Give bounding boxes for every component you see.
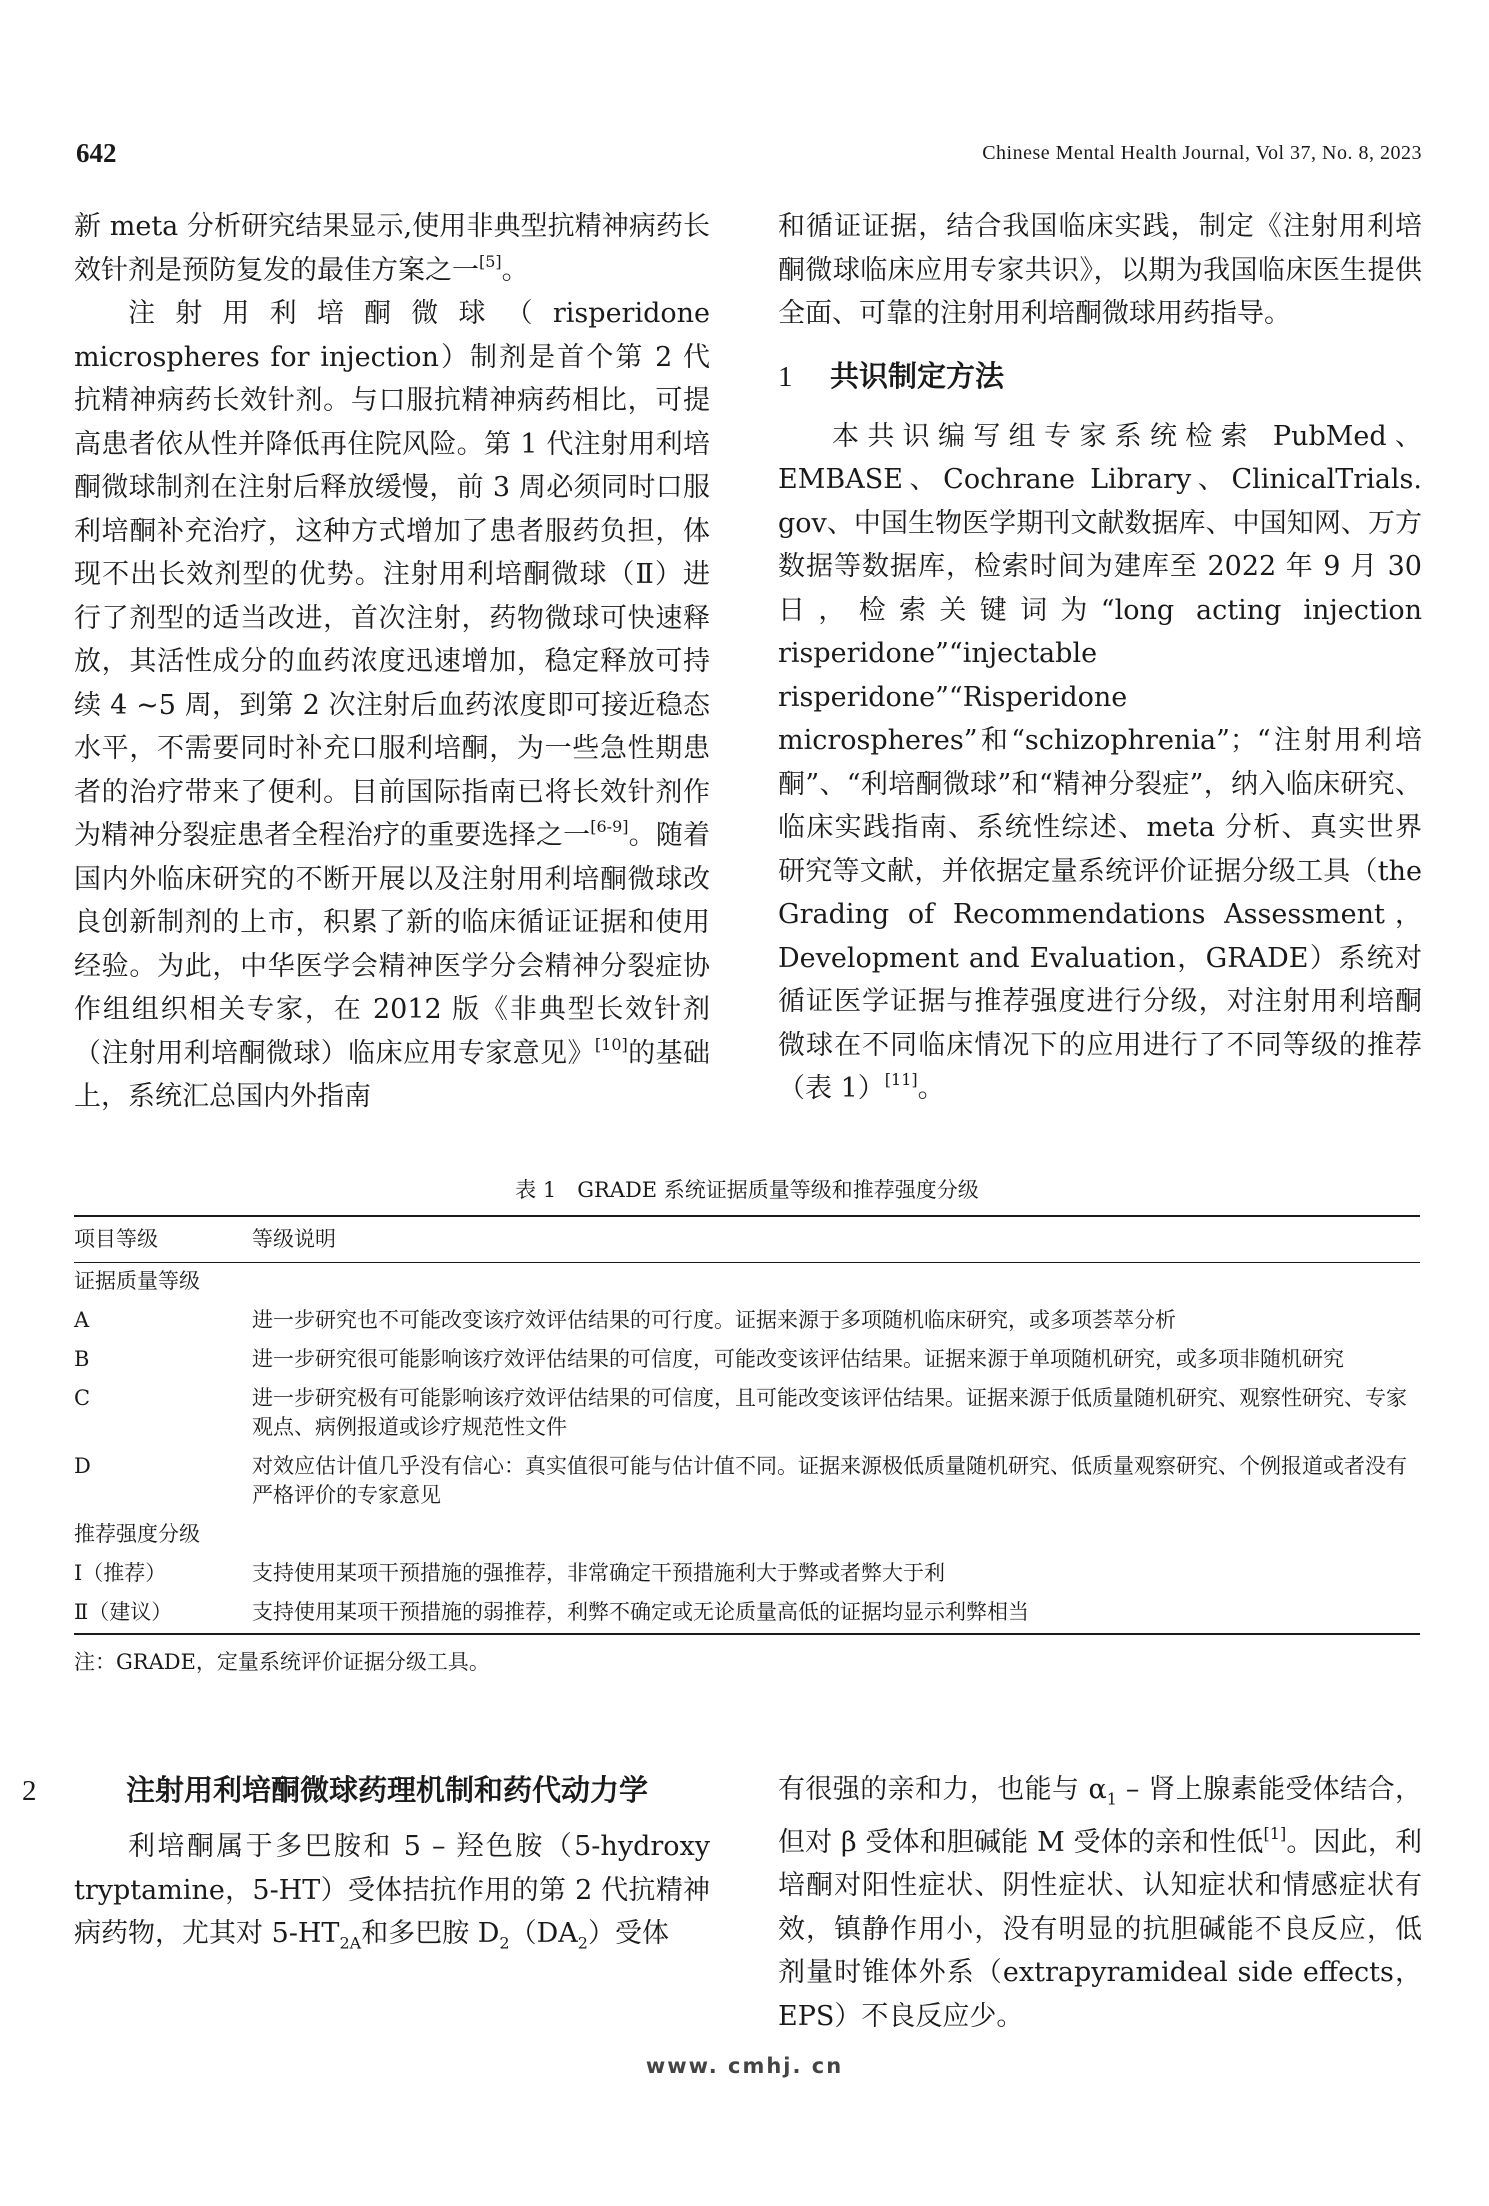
table-header: 项目等级: [74, 1227, 158, 1251]
paragraph-methods: 本共识编写组专家系统检索 PubMed、EMBASE、Cochrane Library、ClinicalTrials. gov、中国生物医学期刊文献数据库、中国知网、万方数据等数据库，检索时间为建库至 2022 年 9 月 30 日，检索关键词为“long acting injection risperidone”“injectable risperidone”“Risperidone microspheres”和“schizophrenia”；“注射用利培酮”、“利培酮微球”和“精神分裂症”，纳入临床研究、临床实践指南、系统性综述、meta 分析、真实世界研究等文献，并依据定量系统评价证据分级工具（the Grading of Recommendations Assessment，Development and Evaluation，GRADE）系统对循证医学证据与推荐强度进行分级，对注射用利培酮微球在不同临床情况下的应用进行了不同等级的推荐（表 1）[11]。: [778, 420, 1422, 1104]
left-column-bottom: [22, 1768, 710, 1965]
table-header: 等级说明: [252, 1227, 336, 1251]
citation[interactable]: [5]: [479, 251, 502, 271]
section-heading: 1 共识制定方法: [778, 358, 1005, 393]
table-row: Ⅰ（推荐） 支持使用某项干预措施的强推荐，非常确定干预措施利大于弊或者弊大于利: [74, 1561, 945, 1585]
table-row: C 进一步研究极有可能影响该疗效评估结果的可信度，且可能改变该评估结果。证据来源于低质量随机研究、观察性研究、专家观点、病例报道或诊疗规范性文件: [74, 1386, 1407, 1439]
right-column-top: [778, 205, 1422, 1111]
left-column-top: [74, 205, 710, 1119]
paragraph-introduction: 注射用利培酮微球（risperidone microspheres for injection）制剂是首个第 2 代抗精神病药长效针剂。与口服抗精神病药相比，可提高患者依从性并降低再住院风险。第 1 代注射用利培酮微球制剂在注射后释放缓慢，前 3 周必须同时口服利培酮补充治疗，这种方式增加了患者服药负担，体现不出长效剂型的优势。注射用利培酮微球（Ⅱ）进行了剂型的适当改进，首次注射，药物微球可快速释放，其活性成分的血药浓度迅速增加，稳定释放可持续 4 ~5 周，到第 2 次注射后血药浓度即可接近稳态水平，不需要同时补充口服利培酮，为一些急性期患者的治疗带来了便利。目前国际指南已将长效针剂作为精神分裂症患者全程治疗的重要选择之一[6-9]。随着国内外临床研究的不断开展以及注射用利培酮微球改良创新制剂的上市，积累了新的临床循证证据和使用经验。为此，中华医学会精神医学分会精神分裂症协作组组织相关专家，在 2012 版《非典型长效针剂（注射用利培酮微球）临床应用专家意见》[10]的基础上，系统汇总国内外指南: [74, 298, 711, 1112]
page-number: 642: [76, 138, 117, 168]
table-row: A 进一步研究也不可能改变该疗效评估结果的可行度。证据来源于多项随机临床研究，或多项荟萃分析: [74, 1308, 1176, 1332]
table-row: 推荐强度分级: [74, 1522, 200, 1546]
citation[interactable]: [6-9]: [590, 817, 629, 836]
paragraph-continuation: 有很强的亲和力，也能与 $\alpha_1$ – 肾上腺素能受体结合，但对 β 受体和胆碱能 M 受体的亲和性低[1]。因此，利培酮对阳性症状、阴性症状、认知症状和情感症状有效，镇静作用小，没有明显的抗胆碱能不良反应，低剂量时锥体外系（extrapyramideal side effects，EPS）不良反应少。: [778, 1774, 1422, 2032]
table-row: B 进一步研究很可能影响该疗效评估结果的可信度，可能改变该评估结果。证据来源于单项随机研究，或多项非随机研究: [74, 1347, 1344, 1371]
table-note: 注：GRADE，定量系统评价证据分级工具。: [74, 1650, 490, 1674]
table-1: [74, 1175, 1420, 1677]
right-column-bottom: [778, 1768, 1422, 2038]
section-heading: 2 注射用利培酮微球药理机制和药代动力学: [22, 1773, 649, 1807]
grade-table: [74, 1215, 1420, 1635]
footer-url[interactable]: www. cmhj. cn: [645, 2054, 844, 2078]
paragraph-pharmacology: 利培酮属于多巴胺和 5 – 羟色胺（5-hydroxy tryptamine，5-HT）受体拮抗作用的第 2 代抗精神病药物，尤其对 $5-HT_{2A}$和多巴胺 $D_2(DA_2)$受体: [74, 1831, 710, 1953]
citation[interactable]: [11]: [884, 1070, 918, 1089]
citation[interactable]: [10]: [594, 1034, 628, 1054]
table-row: 证据质量等级: [74, 1269, 200, 1293]
citation[interactable]: [1]: [1263, 1823, 1287, 1843]
page-header: [76, 138, 1422, 178]
journal-citation: Chinese Mental Health Journal, Vol 37, No. 8, 2023: [982, 142, 1422, 164]
paragraph-continuation: 新 meta 分析研究结果显示,使用非典型抗精神病药长效针剂是预防复发的最佳方案之一[5]。: [74, 211, 710, 286]
table-caption: 表 1 GRADE 系统证据质量等级和推荐强度分级: [515, 1178, 979, 1202]
table-row: D 对效应估计值几乎没有信心：真实值很可能与估计值不同。证据来源极低质量随机研究、低质量观察研究、个例报道或者没有严格评价的专家意见: [74, 1454, 1407, 1507]
paragraph-continuation: 和循证证据，结合我国临床实践，制定《注射用利培酮微球临床应用专家共识》，以期为我国临床医生提供全面、可靠的注射用利培酮微球用药指导。: [778, 211, 1422, 329]
table-row: Ⅱ（建议） 支持使用某项干预措施的弱推荐，利弊不确定或无论质量高低的证据均显示利弊相当: [74, 1594, 1420, 1634]
